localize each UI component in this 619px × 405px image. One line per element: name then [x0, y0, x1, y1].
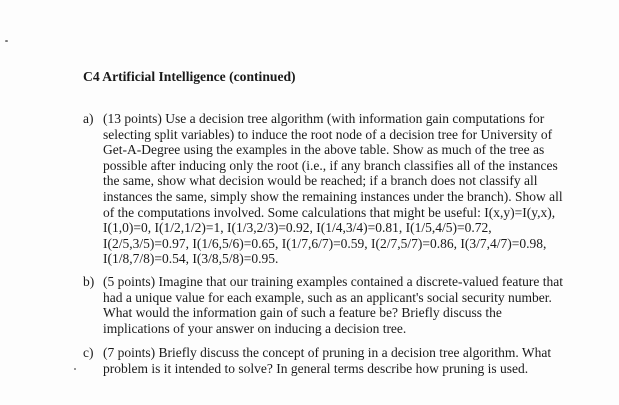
text-line: I(2/5,3/5)=0.97, I(1/6,5/6)=0.65, I(1/7,6/7)=0.59, I(2/7,5/7)=0.86, I(3/7,4/7)=0.98,	[103, 235, 547, 251]
question-text	[103, 345, 551, 376]
text-line: selecting split variables) to induce the root node of a decision tree for University of	[103, 126, 553, 142]
question-letter: b)	[83, 274, 95, 289]
text-line: problem is it intended to solve? In general terms describe how pruning is used.	[103, 360, 529, 376]
text-line: instances the same, simply show the remaining instances under the branch). Show all	[103, 188, 563, 204]
question-text	[103, 274, 563, 336]
scan-speck	[74, 368, 76, 370]
text-line: of the computations involved. Some calculations that might be useful: I(x,y)=I(y,x),	[103, 204, 556, 220]
text-line: I(1,0)=0, I(1/2,1/2)=1, I(1/3,2/3)=0.92, I(1/4,3/4)=0.81, I(1/5,4/5)=0.72,	[103, 220, 492, 236]
text-line: Get-A-Degree using the examples in the above table. Show as much of the tree as	[103, 142, 545, 158]
question-text	[103, 111, 563, 267]
text-line: had a unique value for each example, such as an applicant's social security number.	[103, 289, 552, 305]
text-line: What would the information gain of such a feature be? Briefly discuss the	[103, 305, 502, 321]
text-line: implications of your answer on inducing a decision tree.	[103, 320, 407, 336]
scan-speck	[5, 40, 8, 42]
question-letter: a)	[83, 111, 94, 126]
text-line: the same, show what decision would be reached; if a branch does not classify all	[103, 173, 538, 189]
question-letter: c)	[83, 345, 94, 360]
text-line: (5 points) Imagine that our training examples contained a discrete-valued feature that	[103, 274, 563, 289]
section-heading: C4 Artificial Intelligence (continued)	[83, 69, 296, 84]
text-line: (13 points) Use a decision tree algorithm (with information gain computations for	[103, 111, 545, 126]
text-line: possible after inducing only the root (i.e., if any branch classifies all of the instances	[103, 157, 558, 173]
text-line: (7 points) Briefly discuss the concept of pruning in a decision tree algorithm. What	[103, 345, 552, 360]
text-line: I(1/8,7/8)=0.54, I(3/8,5/8)=0.95.	[103, 251, 279, 267]
